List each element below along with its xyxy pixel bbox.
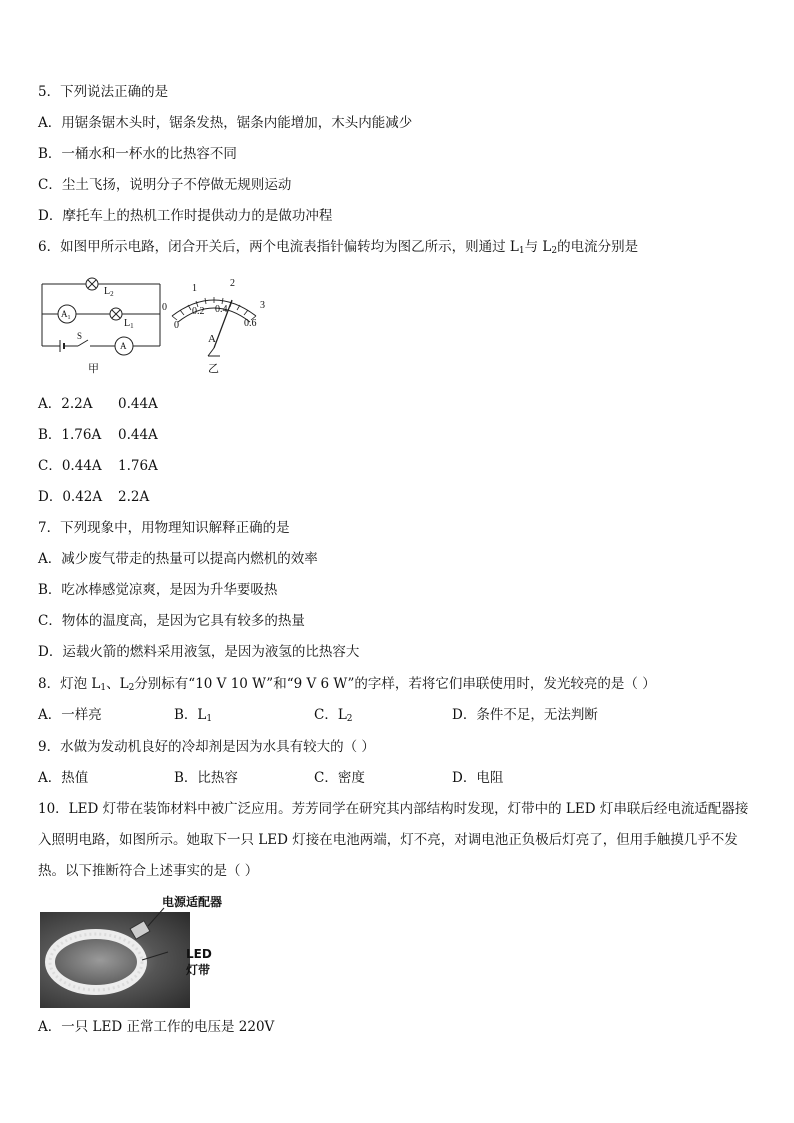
q8-option-b: B．$L_1$ [174, 707, 213, 724]
dial-bottom-2: 0.4 [215, 304, 228, 315]
q7-option-d: D．运载火箭的燃料采用液氢，是因为液氢的比热容大 [38, 644, 360, 660]
q10-stem: 10．LED 灯带在装饰材料中被广泛应用。芳芳同学在研究其内部结构时发现，灯带中的 LED 灯串联后经电流适配器接入照明电路，如图所示。她取下一只 LED 灯接在电池两端，灯不亮，对调电池正负极后灯亮了，但用手触摸几乎不发热。以下推断符合上述事实的是（ ） [38, 801, 749, 879]
q7-option-c: C．物体的温度高，是因为它具有较多的热量 [38, 613, 305, 629]
q5-option-c: C．尘土飞扬，说明分子不停做无规则运动 [38, 177, 292, 193]
label-l2: $L_2$ [104, 286, 114, 298]
q10-option-a: A．一只 LED 正常工作的电压是 220V [38, 1019, 275, 1035]
q9-option-d: D．电阻 [452, 770, 504, 786]
q8-option-a: A．一样亮 [38, 707, 102, 723]
q5-option-a: A．用锯条锯木头时，锯条发热，锯条内能增加，木头内能减少 [38, 115, 413, 131]
q6-stem: 6．如图甲所示电路，闭合开关后，两个电流表指针偏转均为图乙所示，则通过 $L_1$与 $L_2$的电流分别是 [38, 239, 639, 256]
dial-unit: A [208, 333, 216, 345]
label-l1: $L_1$ [124, 318, 134, 330]
q9-option-a: A．热值 [38, 770, 89, 786]
label-adapter: 电源适配器 [162, 895, 223, 909]
label-a1: $A_1$ [61, 309, 71, 321]
caption-yi: 乙 [208, 363, 219, 374]
caption-jia: 甲 [88, 363, 99, 374]
q9-option-b: B．比热容 [174, 770, 238, 786]
dial-top-1: 1 [192, 283, 197, 294]
dial-bottom-1: 0.2 [192, 306, 205, 317]
label-a: A [120, 341, 127, 351]
label-s: S [77, 331, 83, 341]
dial-top-3: 3 [260, 300, 265, 311]
ammeter-dial-yi [158, 276, 270, 374]
q5-option-b: B．一桶水和一杯水的比热容不同 [38, 146, 237, 162]
dial-bottom-0: 0 [174, 320, 179, 331]
q8-stem: 8．灯泡 $L_1$、$L_2$分别标有“10 V 10 W”和“9 V 6 W”的字样，若将它们串联使用时，发光较亮的是（ ） [38, 676, 656, 693]
q5-stem: 5．下列说法正确的是 [38, 84, 169, 100]
q9-option-c: C．密度 [314, 770, 365, 786]
q7-option-b: B．吃冰棒感觉凉爽，是因为升华要吸热 [38, 582, 278, 598]
q7-option-a: A．减少废气带走的热量可以提高内燃机的效率 [38, 551, 318, 567]
q8-option-d: D．条件不足，无法判断 [452, 707, 598, 723]
dial-top-2: 2 [230, 278, 235, 289]
q5-option-d: D．摩托车上的热机工作时提供动力的是做功冲程 [38, 208, 333, 224]
q9-stem: 9．水做为发动机良好的冷却剂是因为水具有较大的（ ） [38, 739, 375, 755]
dial-top-0: 0 [162, 302, 167, 313]
circuit-diagram-jia [38, 270, 166, 374]
dial-bottom-3: 0.6 [244, 318, 257, 329]
label-led-strip: LED 灯带 [186, 947, 212, 977]
q7-stem: 7．下列现象中，用物理知识解释正确的是 [38, 520, 290, 536]
q8-option-c: C．$L_2$ [314, 707, 353, 724]
